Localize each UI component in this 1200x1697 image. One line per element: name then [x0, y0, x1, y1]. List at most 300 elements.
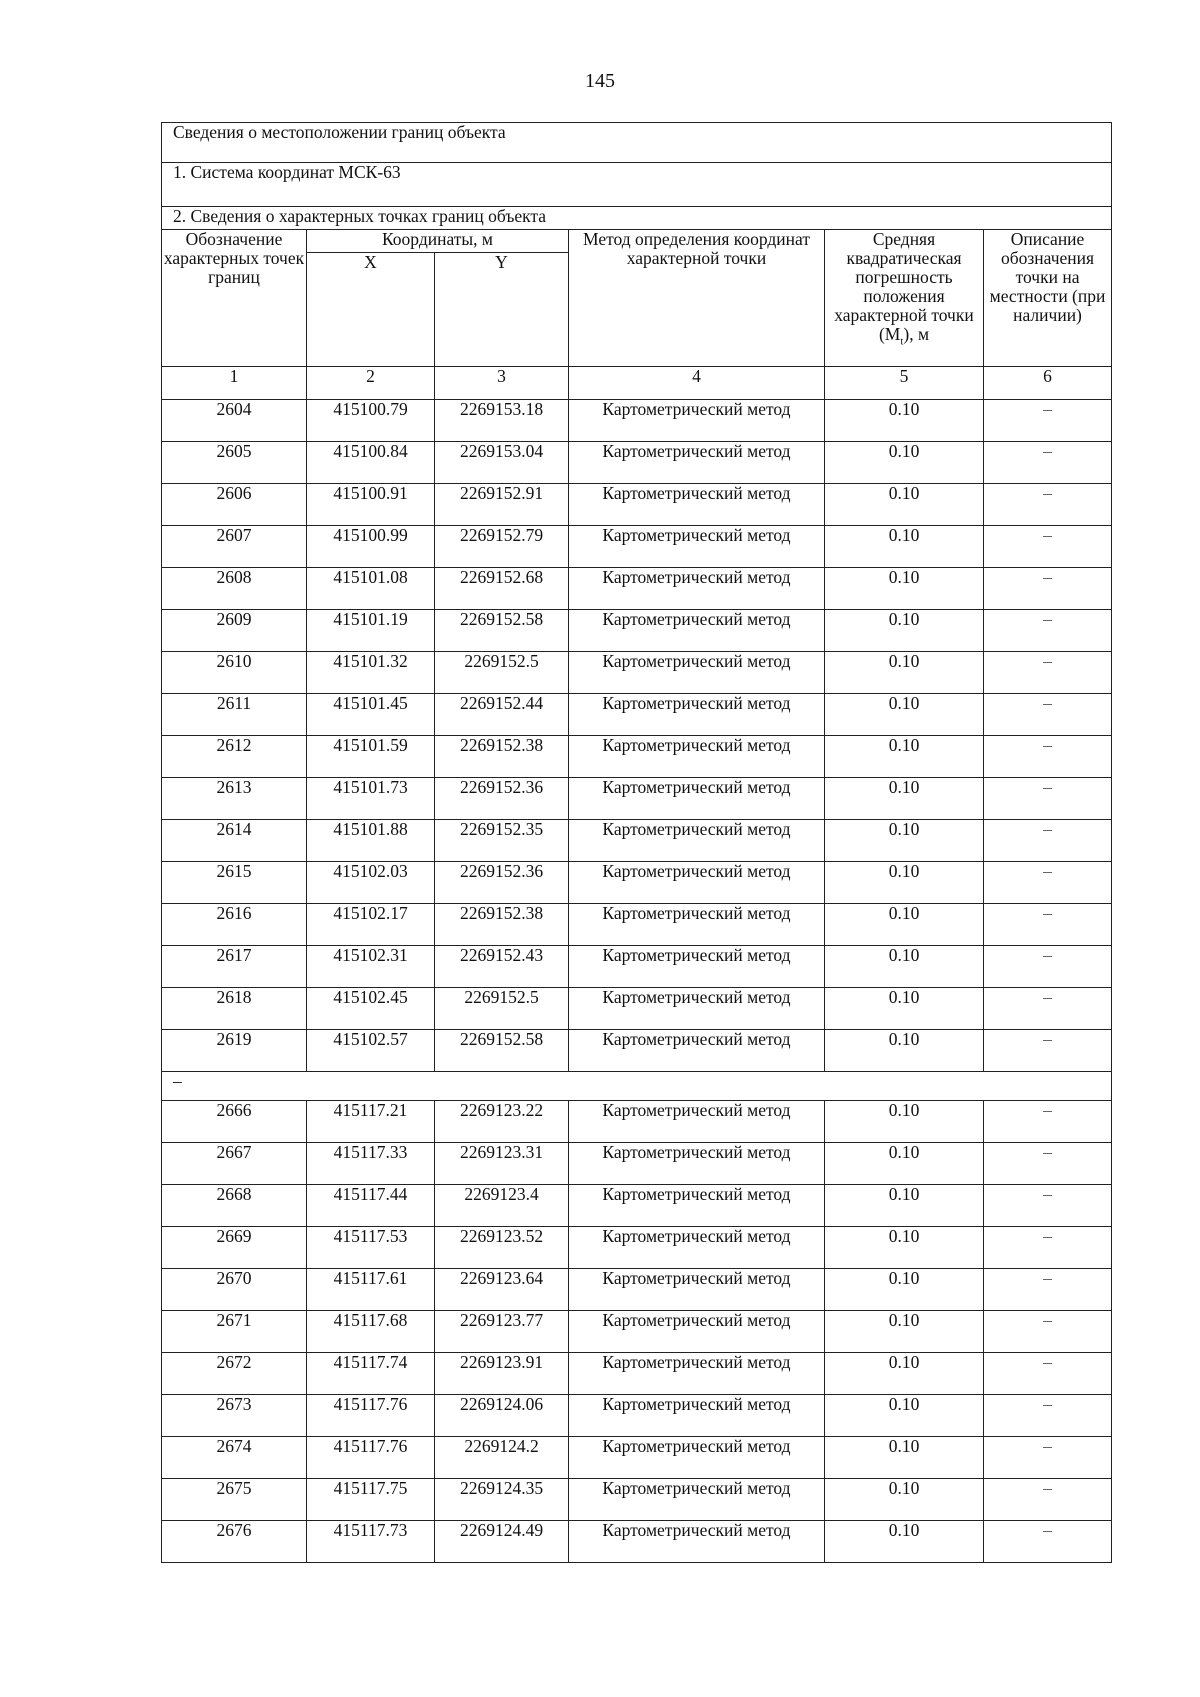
y-coordinate-cell-text: 2269124.2 — [464, 1436, 539, 1456]
x-coordinate-cell — [307, 1311, 435, 1353]
point-id-cell — [162, 1479, 307, 1521]
description-cell — [984, 946, 1112, 988]
method-cell — [569, 1395, 825, 1437]
header-error-pre: Средняя квадратическая погрешность положения характерной точки (M — [834, 229, 974, 344]
y-coordinate-cell — [435, 1353, 569, 1395]
x-coordinate-cell-text: 415117.68 — [333, 1310, 408, 1330]
header-error — [825, 230, 984, 367]
description-cell — [984, 862, 1112, 904]
point-id-cell — [162, 652, 307, 694]
description-cell — [984, 778, 1112, 820]
column-number: 6 — [984, 367, 1112, 400]
error-cell — [825, 1227, 984, 1269]
description-cell — [984, 1185, 1112, 1227]
description-cell — [984, 1521, 1112, 1563]
y-coordinate-cell — [435, 1030, 569, 1072]
method-cell — [569, 1353, 825, 1395]
y-coordinate-cell — [435, 904, 569, 946]
column-numbers-row — [162, 367, 1112, 400]
y-coordinate-cell-text: 2269152.44 — [459, 693, 544, 713]
table-row — [162, 988, 1112, 1030]
x-coordinate-cell — [307, 904, 435, 946]
x-coordinate-cell-text: 415117.74 — [333, 1352, 408, 1372]
description-cell-text: – — [1043, 1184, 1052, 1204]
point-id-cell — [162, 988, 307, 1030]
x-coordinate-cell-text: 415100.79 — [333, 399, 408, 419]
description-cell-text: – — [1043, 735, 1052, 755]
error-cell — [825, 904, 984, 946]
method-cell — [569, 694, 825, 736]
method-cell — [569, 1185, 825, 1227]
y-coordinate-cell-text: 2269152.36 — [459, 777, 544, 797]
method-cell — [569, 820, 825, 862]
header-error-post: ), м — [903, 324, 930, 344]
point-id-cell — [162, 400, 307, 442]
error-cell — [825, 442, 984, 484]
table-row — [162, 1030, 1112, 1072]
point-id-cell-text: 2616 — [216, 903, 252, 923]
point-id-cell-text: 2666 — [216, 1100, 252, 1120]
description-cell — [984, 736, 1112, 778]
x-coordinate-cell-text: 415101.19 — [333, 609, 408, 629]
table-row — [162, 1311, 1112, 1353]
error-cell-text: 0.10 — [888, 693, 920, 713]
point-id-cell-text: 2606 — [216, 483, 252, 503]
description-cell-text: – — [1043, 1029, 1052, 1049]
y-coordinate-cell — [435, 442, 569, 484]
x-coordinate-cell — [307, 1353, 435, 1395]
error-cell-text: 0.10 — [888, 1142, 920, 1162]
y-coordinate-cell-text: 2269152.36 — [459, 861, 544, 881]
method-cell — [569, 652, 825, 694]
description-cell-text: – — [1043, 567, 1052, 587]
description-cell — [984, 568, 1112, 610]
error-cell-text: 0.10 — [888, 609, 920, 629]
description-cell-text: – — [1043, 399, 1052, 419]
point-id-cell — [162, 1143, 307, 1185]
method-cell-text: Картометрический метод — [602, 1436, 791, 1456]
x-coordinate-cell-text: 415101.08 — [333, 567, 408, 587]
description-cell-text: – — [1043, 1142, 1052, 1162]
description-cell — [984, 1353, 1112, 1395]
description-cell-text: – — [1043, 1352, 1052, 1372]
column-number: 3 — [435, 367, 569, 400]
x-coordinate-cell-text: 415117.21 — [333, 1100, 408, 1120]
method-cell-text: Картометрический метод — [602, 861, 791, 881]
point-id-cell — [162, 1353, 307, 1395]
x-coordinate-cell-text: 415117.75 — [333, 1478, 408, 1498]
x-coordinate-cell-text: 415101.59 — [333, 735, 408, 755]
method-cell — [569, 736, 825, 778]
point-id-cell — [162, 904, 307, 946]
description-cell-text: – — [1043, 1226, 1052, 1246]
table-row — [162, 610, 1112, 652]
method-cell-text: Картометрический метод — [602, 777, 791, 797]
error-cell-text: 0.10 — [888, 525, 920, 545]
table-row — [162, 484, 1112, 526]
method-cell-text: Картометрический метод — [602, 1142, 791, 1162]
x-coordinate-cell-text: 415117.76 — [333, 1394, 408, 1414]
error-cell — [825, 778, 984, 820]
description-cell — [984, 1311, 1112, 1353]
x-coordinate-cell — [307, 1101, 435, 1143]
table-row — [162, 1395, 1112, 1437]
y-coordinate-cell-text: 2269123.64 — [459, 1268, 544, 1288]
method-cell-text: Картометрический метод — [602, 1520, 791, 1540]
x-coordinate-cell-text: 415101.88 — [333, 819, 408, 839]
table-row — [162, 1185, 1112, 1227]
method-cell — [569, 568, 825, 610]
point-id-cell-text: 2674 — [216, 1436, 252, 1456]
error-cell-text: 0.10 — [888, 1029, 920, 1049]
point-id-cell — [162, 1437, 307, 1479]
method-cell-text: Картометрический метод — [602, 1029, 791, 1049]
y-coordinate-cell — [435, 1269, 569, 1311]
description-cell — [984, 1227, 1112, 1269]
y-coordinate-cell — [435, 400, 569, 442]
y-coordinate-cell-text: 2269152.68 — [459, 567, 544, 587]
error-cell — [825, 1311, 984, 1353]
y-coordinate-cell-text: 2269152.5 — [464, 651, 539, 671]
y-coordinate-cell — [435, 988, 569, 1030]
method-cell — [569, 946, 825, 988]
method-cell-text: Картометрический метод — [602, 693, 791, 713]
y-coordinate-cell — [435, 1479, 569, 1521]
method-cell-text: Картометрический метод — [602, 483, 791, 503]
method-cell — [569, 778, 825, 820]
x-coordinate-cell — [307, 1437, 435, 1479]
error-cell — [825, 820, 984, 862]
y-coordinate-cell — [435, 1437, 569, 1479]
y-coordinate-cell — [435, 526, 569, 568]
point-id-cell-text: 2675 — [216, 1478, 252, 1498]
description-cell-text: – — [1043, 819, 1052, 839]
header-x: X — [307, 253, 435, 367]
point-id-cell-text: 2609 — [216, 609, 252, 629]
error-cell — [825, 568, 984, 610]
method-cell — [569, 1101, 825, 1143]
method-cell-text: Картометрический метод — [602, 819, 791, 839]
x-coordinate-cell — [307, 568, 435, 610]
error-cell-text: 0.10 — [888, 819, 920, 839]
y-coordinate-cell — [435, 862, 569, 904]
x-coordinate-cell — [307, 862, 435, 904]
error-cell-text: 0.10 — [888, 987, 920, 1007]
table-row — [162, 1269, 1112, 1311]
method-cell — [569, 442, 825, 484]
x-coordinate-cell — [307, 946, 435, 988]
y-coordinate-cell — [435, 610, 569, 652]
y-coordinate-cell-text: 2269123.77 — [459, 1310, 544, 1330]
description-cell-text: – — [1043, 693, 1052, 713]
table-row — [162, 1227, 1112, 1269]
error-cell — [825, 1437, 984, 1479]
x-coordinate-cell — [307, 526, 435, 568]
description-cell-text: – — [1043, 1100, 1052, 1120]
method-cell — [569, 1030, 825, 1072]
y-coordinate-cell-text: 2269124.35 — [459, 1478, 544, 1498]
error-cell — [825, 1395, 984, 1437]
point-id-cell — [162, 778, 307, 820]
method-cell-text: Картометрический метод — [602, 945, 791, 965]
x-coordinate-cell-text: 415117.76 — [333, 1436, 408, 1456]
description-cell-text: – — [1043, 441, 1052, 461]
description-cell — [984, 1030, 1112, 1072]
description-cell — [984, 1395, 1112, 1437]
y-coordinate-cell — [435, 946, 569, 988]
error-cell-text: 0.10 — [888, 1436, 920, 1456]
method-cell-text: Картометрический метод — [602, 609, 791, 629]
error-cell-text: 0.10 — [888, 567, 920, 587]
table-row — [162, 778, 1112, 820]
y-coordinate-cell-text: 2269152.91 — [459, 483, 544, 503]
table-row — [162, 568, 1112, 610]
x-coordinate-cell — [307, 442, 435, 484]
error-cell-text: 0.10 — [888, 1352, 920, 1372]
error-cell — [825, 1143, 984, 1185]
x-coordinate-cell — [307, 652, 435, 694]
y-coordinate-cell-text: 2269152.5 — [464, 987, 539, 1007]
x-coordinate-cell-text: 415117.33 — [333, 1142, 408, 1162]
error-cell — [825, 652, 984, 694]
description-cell — [984, 610, 1112, 652]
points-title-row — [162, 207, 1112, 230]
point-id-cell-text: 2619 — [216, 1029, 252, 1049]
point-id-cell-text: 2618 — [216, 987, 252, 1007]
y-coordinate-cell-text: 2269123.91 — [459, 1352, 544, 1372]
point-id-cell — [162, 442, 307, 484]
y-coordinate-cell — [435, 1311, 569, 1353]
header-designation: Обозначение характерных точек границ — [162, 230, 307, 367]
method-cell-text: Картометрический метод — [602, 1478, 791, 1498]
method-cell — [569, 400, 825, 442]
x-coordinate-cell — [307, 1521, 435, 1563]
point-id-cell-text: 2673 — [216, 1394, 252, 1414]
y-coordinate-cell-text: 2269152.38 — [459, 735, 544, 755]
header-error-sub: t — [900, 335, 904, 348]
point-id-cell — [162, 1227, 307, 1269]
x-coordinate-cell-text: 415102.17 — [333, 903, 408, 923]
y-coordinate-cell-text: 2269123.22 — [459, 1100, 544, 1120]
method-cell-text: Картометрический метод — [602, 1352, 791, 1372]
description-cell — [984, 442, 1112, 484]
point-id-cell — [162, 526, 307, 568]
x-coordinate-cell-text: 415102.45 — [333, 987, 408, 1007]
table-row — [162, 1479, 1112, 1521]
point-id-cell — [162, 484, 307, 526]
point-id-cell — [162, 946, 307, 988]
header-description: Описание обозначения точки на местности (при наличии) — [984, 230, 1112, 367]
point-id-cell-text: 2670 — [216, 1268, 252, 1288]
point-id-cell — [162, 1185, 307, 1227]
table-row — [162, 1353, 1112, 1395]
y-coordinate-cell-text: 2269152.58 — [459, 609, 544, 629]
x-coordinate-cell-text: 415117.73 — [333, 1520, 408, 1540]
table-row — [162, 526, 1112, 568]
point-id-cell-text: 2604 — [216, 399, 252, 419]
description-cell-text: – — [1043, 1478, 1052, 1498]
x-coordinate-cell — [307, 988, 435, 1030]
description-cell — [984, 694, 1112, 736]
x-coordinate-cell — [307, 694, 435, 736]
method-cell — [569, 1227, 825, 1269]
error-cell — [825, 1353, 984, 1395]
y-coordinate-cell — [435, 484, 569, 526]
method-cell-text: Картометрический метод — [602, 441, 791, 461]
error-cell-text: 0.10 — [888, 1100, 920, 1120]
separator-row — [162, 1072, 1112, 1101]
method-cell — [569, 1311, 825, 1353]
description-cell-text: – — [1043, 861, 1052, 881]
x-coordinate-cell-text: 415100.91 — [333, 483, 408, 503]
point-id-cell-text: 2669 — [216, 1226, 252, 1246]
error-cell — [825, 1269, 984, 1311]
table-row — [162, 820, 1112, 862]
y-coordinate-cell-text: 2269152.79 — [459, 525, 544, 545]
header-method: Метод определения координат характерной точки — [569, 230, 825, 367]
x-coordinate-cell — [307, 736, 435, 778]
x-coordinate-cell-text: 415101.32 — [333, 651, 408, 671]
error-cell-text: 0.10 — [888, 651, 920, 671]
x-coordinate-cell-text: 415100.84 — [333, 441, 408, 461]
method-cell-text: Картометрический метод — [602, 987, 791, 1007]
error-cell-text: 0.10 — [888, 441, 920, 461]
y-coordinate-cell-text: 2269152.43 — [459, 945, 544, 965]
point-id-cell-text: 2605 — [216, 441, 252, 461]
description-cell-text: – — [1043, 777, 1052, 797]
column-number: 5 — [825, 367, 984, 400]
x-coordinate-cell-text: 415101.45 — [333, 693, 408, 713]
method-cell-text: Картометрический метод — [602, 1100, 791, 1120]
description-cell-text: – — [1043, 1310, 1052, 1330]
error-cell — [825, 1030, 984, 1072]
description-cell-text: – — [1043, 987, 1052, 1007]
table-row — [162, 1437, 1112, 1479]
x-coordinate-cell — [307, 1030, 435, 1072]
point-id-cell — [162, 568, 307, 610]
error-cell-text: 0.10 — [888, 1226, 920, 1246]
y-coordinate-cell — [435, 1521, 569, 1563]
method-cell — [569, 1269, 825, 1311]
column-number: 2 — [307, 367, 435, 400]
method-cell-text: Картометрический метод — [602, 525, 791, 545]
method-cell — [569, 1521, 825, 1563]
table-row — [162, 946, 1112, 988]
error-cell — [825, 736, 984, 778]
x-coordinate-cell — [307, 1185, 435, 1227]
error-cell — [825, 1101, 984, 1143]
error-cell-text: 0.10 — [888, 735, 920, 755]
description-cell — [984, 1143, 1112, 1185]
y-coordinate-cell — [435, 652, 569, 694]
x-coordinate-cell — [307, 1143, 435, 1185]
error-cell-text: 0.10 — [888, 945, 920, 965]
x-coordinate-cell-text: 415117.44 — [333, 1184, 408, 1204]
method-cell — [569, 526, 825, 568]
table-row — [162, 1521, 1112, 1563]
point-id-cell — [162, 1030, 307, 1072]
point-id-cell-text: 2613 — [216, 777, 252, 797]
error-cell-text: 0.10 — [888, 1394, 920, 1414]
x-coordinate-cell-text: 415102.57 — [333, 1029, 408, 1049]
method-cell-text: Картометрический метод — [602, 651, 791, 671]
method-cell-text: Картометрический метод — [602, 735, 791, 755]
method-cell-text: Картометрический метод — [602, 399, 791, 419]
y-coordinate-cell-text: 2269124.49 — [459, 1520, 544, 1540]
y-coordinate-cell — [435, 736, 569, 778]
y-coordinate-cell-text: 2269152.58 — [459, 1029, 544, 1049]
x-coordinate-cell — [307, 1227, 435, 1269]
method-cell — [569, 1143, 825, 1185]
error-cell — [825, 1479, 984, 1521]
method-cell-text: Картометрический метод — [602, 1226, 791, 1246]
x-coordinate-cell — [307, 820, 435, 862]
description-cell — [984, 1437, 1112, 1479]
error-cell — [825, 610, 984, 652]
error-cell — [825, 1521, 984, 1563]
header-coordinates: Координаты, м — [307, 230, 569, 253]
point-id-cell — [162, 1269, 307, 1311]
separator-dash: – — [162, 1072, 1112, 1101]
error-cell — [825, 862, 984, 904]
method-cell-text: Картометрический метод — [602, 567, 791, 587]
error-cell-text: 0.10 — [888, 483, 920, 503]
column-number: 4 — [569, 367, 825, 400]
description-cell-text: – — [1043, 651, 1052, 671]
point-id-cell — [162, 1395, 307, 1437]
description-cell-text: – — [1043, 1394, 1052, 1414]
error-cell — [825, 1185, 984, 1227]
description-cell-text: – — [1043, 1520, 1052, 1540]
description-cell-text: – — [1043, 903, 1052, 923]
column-number: 1 — [162, 367, 307, 400]
y-coordinate-cell — [435, 694, 569, 736]
x-coordinate-cell — [307, 484, 435, 526]
point-id-cell-text: 2671 — [216, 1310, 252, 1330]
boundary-points-table — [161, 122, 1112, 1563]
description-cell — [984, 400, 1112, 442]
coord-system: 1. Система координат МСК-63 — [162, 163, 1112, 207]
error-cell — [825, 400, 984, 442]
header-row-top — [162, 230, 1112, 253]
point-id-cell-text: 2672 — [216, 1352, 252, 1372]
x-coordinate-cell — [307, 400, 435, 442]
y-coordinate-cell-text: 2269123.4 — [464, 1184, 539, 1204]
error-cell — [825, 694, 984, 736]
description-cell-text: – — [1043, 483, 1052, 503]
x-coordinate-cell-text: 415101.73 — [333, 777, 408, 797]
error-cell-text: 0.10 — [888, 1268, 920, 1288]
method-cell — [569, 862, 825, 904]
y-coordinate-cell-text: 2269123.52 — [459, 1226, 544, 1246]
point-id-cell-text: 2607 — [216, 525, 252, 545]
method-cell-text: Картометрический метод — [602, 903, 791, 923]
y-coordinate-cell — [435, 778, 569, 820]
y-coordinate-cell — [435, 1395, 569, 1437]
error-cell — [825, 484, 984, 526]
description-cell-text: – — [1043, 1268, 1052, 1288]
y-coordinate-cell — [435, 820, 569, 862]
error-cell — [825, 988, 984, 1030]
section-title: Сведения о местоположении границ объекта — [162, 123, 1112, 163]
x-coordinate-cell — [307, 778, 435, 820]
point-id-cell-text: 2617 — [216, 945, 252, 965]
point-id-cell — [162, 736, 307, 778]
error-cell — [825, 946, 984, 988]
description-cell — [984, 988, 1112, 1030]
error-cell-text: 0.10 — [888, 399, 920, 419]
method-cell — [569, 484, 825, 526]
